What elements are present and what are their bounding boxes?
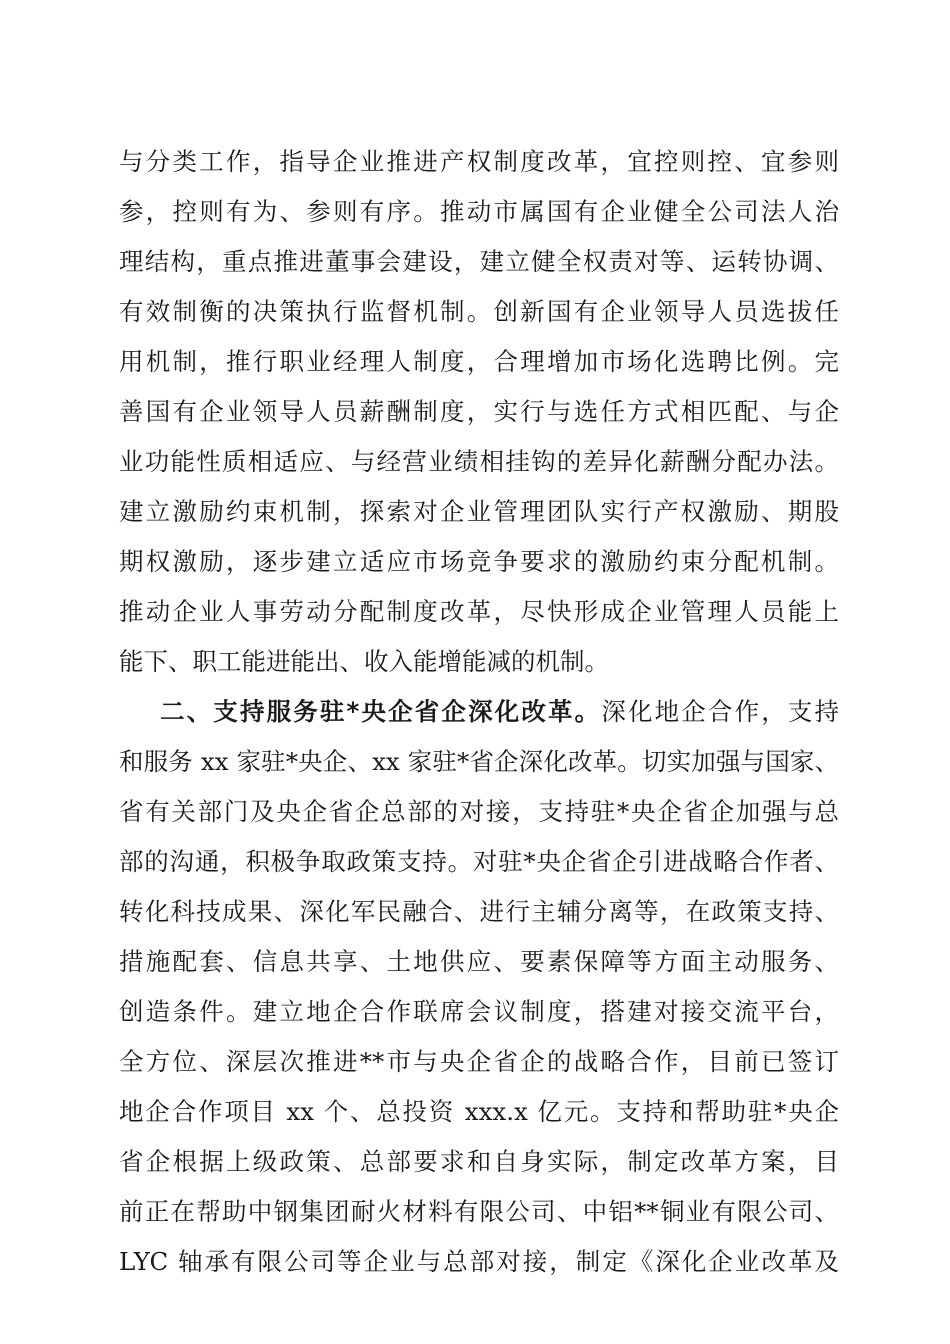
paragraph-line: 业功能性质相适应、与经营业绩相挂钩的差异化薪酬分配办法。 [119,447,839,476]
paragraph-line: 措施配套、信息共享、土地供应、要素保障等方面主动服务、 [119,947,839,976]
paragraph-line: 与分类工作，指导企业推进产权制度改革，宜控则控、宜参则 [119,147,839,176]
paragraph-line: 期权激励，逐步建立适应市场竞争要求的激励约束分配机制。 [119,547,839,576]
paragraph-line: LYC 轴承有限公司等企业与总部对接，制定《深化企业改革及 [119,1247,839,1276]
paragraph-line: 理结构，重点推进董事会建设，建立健全权责对等、运转协调、 [119,247,839,276]
paragraph-line: 能下、职工能进能出、收入能增能减的机制。 [119,647,609,676]
paragraph-line: 和服务 xx 家驻*央企、xx 家驻*省企深化改革。切实加强与国家、 [119,747,839,776]
paragraph-line: 有效制衡的决策执行监督机制。创新国有企业领导人员选拔任 [119,297,839,326]
paragraph-line: 参，控则有为、参则有序。推动市属国有企业健全公司法人治 [119,197,839,226]
paragraph-line: 全方位、深层次推进**市与央企省企的战略合作，目前已签订 [119,1047,839,1076]
section-heading: 二、支持服务驻*央企省企深化改革。 [160,697,602,726]
paragraph-line: 部的沟通，积极争取政策支持。对驻*央企省企引进战略合作者、 [119,847,839,876]
paragraph-line: 建立激励约束机制，探索对企业管理团队实行产权激励、期股 [119,497,839,526]
paragraph-line: 创造条件。建立地企合作联席会议制度，搭建对接交流平台， [119,997,839,1026]
paragraph-line: 善国有企业领导人员薪酬制度，实行与选任方式相匹配、与企 [119,397,839,426]
paragraph-line: 地企合作项目 xx 个、总投资 xxx.x 亿元。支持和帮助驻*央企 [119,1097,839,1126]
paragraph-line: 前正在帮助中钢集团耐火材料有限公司、中铝**铜业有限公司、 [119,1197,839,1226]
section-heading-rest: 深化地企合作，支持 [601,697,840,726]
section-heading-line [160,692,839,732]
paragraph-line: 省有关部门及央企省企总部的对接，支持驻*央企省企加强与总 [119,797,839,826]
paragraph-line: 转化科技成果、深化军民融合、进行主辅分离等，在政策支持、 [119,897,839,926]
paragraph-line: 用机制，推行职业经理人制度，合理增加市场化选聘比例。完 [119,347,839,376]
paragraph-line: 推动企业人事劳动分配制度改革，尽快形成企业管理人员能上 [119,597,839,626]
paragraph-line: 省企根据上级政策、总部要求和自身实际，制定改革方案，目 [119,1147,839,1176]
